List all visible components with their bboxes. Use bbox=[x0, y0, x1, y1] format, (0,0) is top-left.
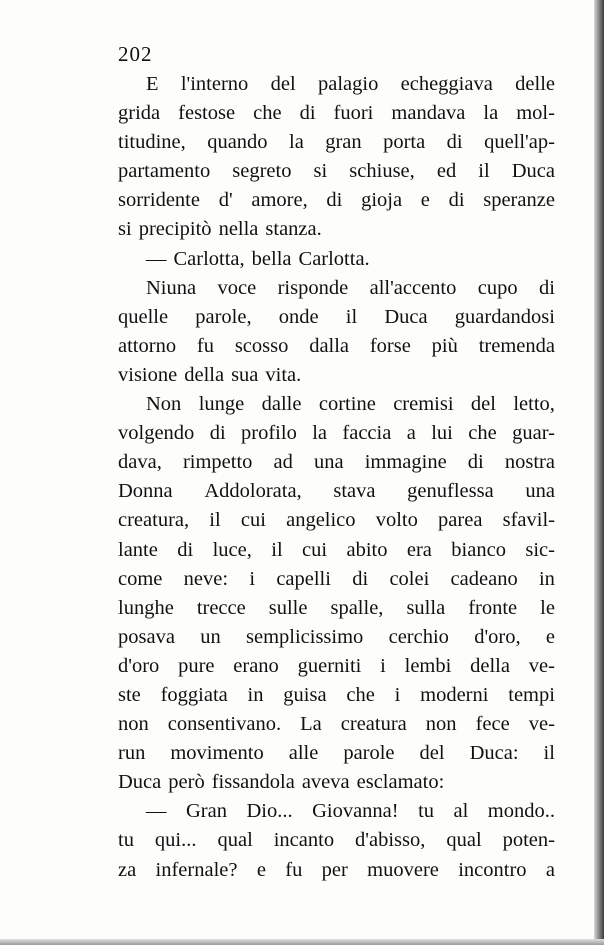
text-line: Donna Addolorata, stava genuflessa una bbox=[118, 480, 555, 503]
text-line: dava, rimpetto ad una immagine di nostra bbox=[118, 451, 555, 474]
text-line: run movimento alle parole del Duca: il bbox=[118, 742, 555, 765]
text-line: Duca però fissandola aveva esclamato: bbox=[118, 771, 445, 794]
text-line: grida festose che di fuori mandava la mol- bbox=[118, 102, 555, 125]
text-line: tu qui... qual incanto d'abisso, qual poten- bbox=[118, 829, 555, 852]
text-line: za infernale? e fu per muovere incontro a bbox=[118, 858, 555, 881]
text-line: Non lunge dalle cortine cremisi del letto, bbox=[146, 393, 555, 416]
text-line: sorridente d' amore, di gioja e di speranze bbox=[118, 189, 555, 212]
text-line: come neve: i capelli di colei cadeano in bbox=[118, 567, 555, 590]
body-text bbox=[118, 70, 555, 885]
text-line: d'oro pure erano guerniti i lembi della ve- bbox=[118, 654, 555, 677]
text-line: — Carlotta, bella Carlotta. bbox=[146, 247, 370, 270]
text-line: titudine, quando la gran porta di quell'ap- bbox=[118, 131, 555, 154]
text-line: attorno fu scosso dalla forse più tremenda bbox=[118, 334, 555, 357]
text-line: lante di luce, il cui abito era bianco sic- bbox=[118, 538, 555, 561]
page-number: 202 bbox=[118, 42, 153, 66]
page-bottom-edge bbox=[0, 939, 604, 945]
text-line: volgendo di profilo la faccia a lui che guar- bbox=[118, 422, 555, 445]
text-line: si precipitò nella stanza. bbox=[118, 218, 322, 241]
text-line: Niuna voce risponde all'accento cupo di bbox=[146, 276, 555, 299]
page-edge-shadow bbox=[594, 0, 604, 945]
text-line: visione della sua vita. bbox=[118, 363, 302, 386]
text-line: creatura, il cui angelico volto parea sfavil- bbox=[118, 509, 555, 532]
text-line: ste foggiata in guisa che i moderni tempi bbox=[118, 683, 555, 706]
text-line: lunghe trecce sulle spalle, sulla fronte le bbox=[118, 596, 555, 619]
text-line: partamento segreto si schiuse, ed il Duca bbox=[118, 160, 555, 183]
text-line: quelle parole, onde il Duca guardandosi bbox=[118, 305, 555, 328]
text-line: — Gran Dio... Giovanna! tu al mondo.. bbox=[146, 800, 555, 823]
text-line: E l'interno del palagio echeggiava delle bbox=[146, 73, 555, 95]
text-line: posava un semplicissimo cerchio d'oro, e bbox=[118, 625, 555, 648]
text-line: non consentivano. La creatura non fece ve- bbox=[118, 713, 555, 736]
